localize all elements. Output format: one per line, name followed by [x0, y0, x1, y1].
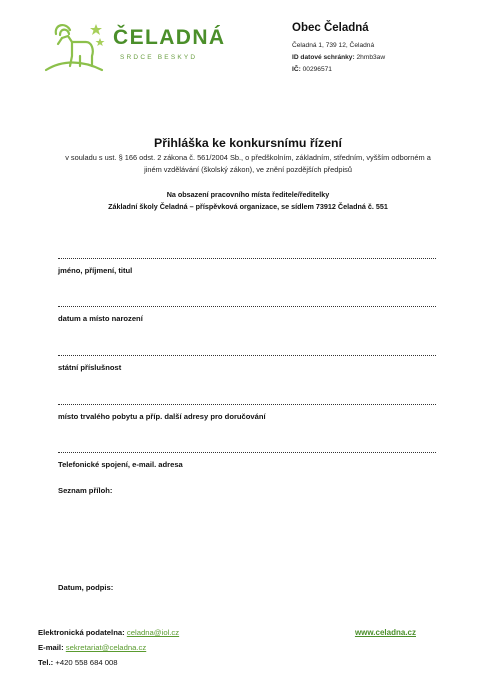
e-filing-line — [38, 628, 179, 637]
ibex-icon — [42, 20, 106, 72]
municipality-logo — [42, 20, 232, 72]
contact-dotted-line[interactable] — [58, 452, 436, 453]
birth-field-label: datum a místo narození — [58, 314, 143, 323]
contact-field-label: Telefonické spojení, e-mail. adresa — [58, 460, 183, 469]
organization-name: Obec Čeladná — [292, 22, 369, 34]
organization-address: Čeladná 1, 739 12, Čeladná — [292, 42, 375, 49]
attachments-label: Seznam příloh: — [58, 486, 113, 495]
organization-info — [292, 22, 385, 76]
name-field-label: jméno, příjmení, titul — [58, 266, 133, 275]
position-line-1: Na obsazení pracovního místa ředitele/ředitelky — [166, 190, 330, 199]
citizenship-dotted-line[interactable] — [58, 355, 436, 356]
document-subtitle: v souladu s ust. § 166 odst. 2 zákona č. 561/2004 Sb., o předškolním, základním, středním, vyšším odborném a jiném vzdělávání (školský zákon), ve znění pozdějších předpisů — [65, 153, 431, 174]
citizenship-field-label: státní příslušnost — [58, 363, 122, 372]
brand-tagline: SRDCE BESKYD — [120, 54, 198, 61]
address-field-label: místo trvalého pobytu a příp. další adresy pro doručování — [58, 412, 266, 421]
e-filing-label: Elektronická podatelna: — [38, 628, 125, 637]
data-box-value: 2hmb3aw — [356, 54, 386, 61]
document-title: Přihláška ke konkursnímu řízení — [154, 136, 342, 150]
data-box-line — [292, 52, 385, 64]
ic-value: 00296571 — [302, 66, 332, 73]
data-box-label: ID datové schránky: — [292, 54, 355, 61]
ic-label: IČ: — [292, 66, 301, 73]
email-link[interactable]: sekretariat@celadna.cz — [65, 643, 147, 652]
phone-value: +420 558 684 008 — [55, 658, 118, 667]
brand-name: ČELADNÁ — [113, 26, 226, 49]
name-dotted-line[interactable] — [58, 258, 436, 259]
email-line — [38, 643, 146, 652]
birth-dotted-line[interactable] — [58, 306, 436, 307]
phone-line — [38, 658, 118, 667]
position-line-2: Základní školy Čeladná – příspěvková organizace, se sídlem 73912 Čeladná č. 551 — [108, 202, 388, 211]
email-label: E-mail: — [38, 643, 64, 652]
website-link[interactable]: www.celadna.cz — [354, 628, 416, 637]
signature-label: Datum, podpis: — [58, 583, 114, 592]
e-filing-link[interactable]: celadna@iol.cz — [126, 628, 180, 637]
phone-label: Tel.: — [38, 658, 54, 667]
address-dotted-line[interactable] — [58, 404, 436, 405]
ic-line — [292, 64, 385, 76]
